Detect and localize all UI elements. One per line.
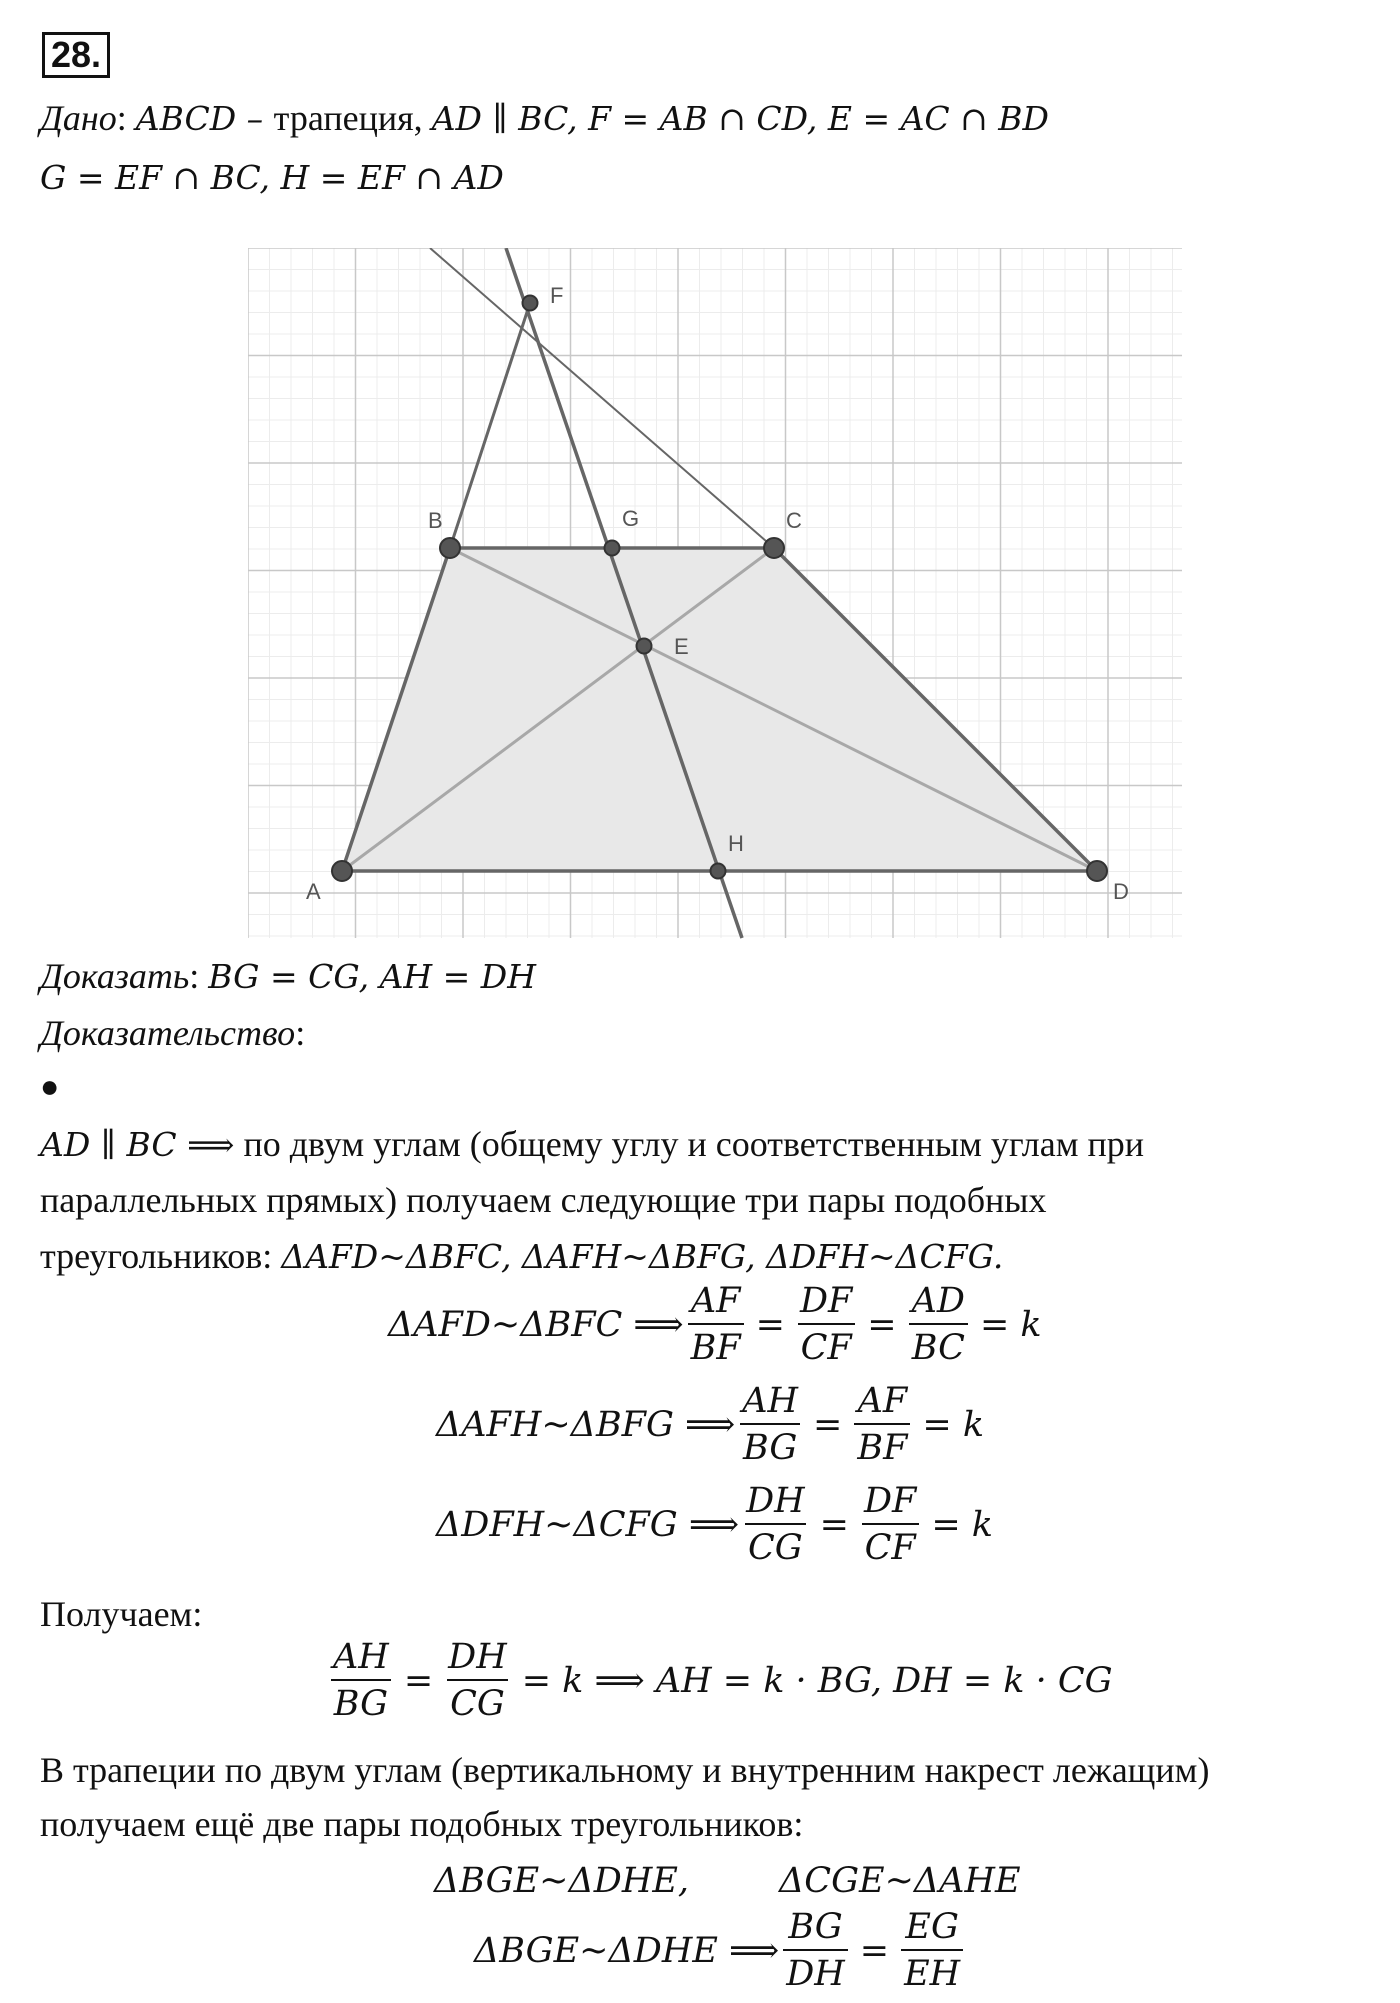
point-c: [764, 538, 784, 558]
eq1-f3-den: BC: [909, 1323, 968, 1366]
para1-line2: параллельных прямых) получаем следующие три пары подобных: [40, 1180, 1047, 1220]
label-point-h: H: [728, 831, 744, 856]
eq4-f2-den: CG: [447, 1679, 508, 1722]
label-point-e: E: [674, 634, 689, 659]
eq3-f1-num: DH: [746, 1481, 805, 1521]
point-a: [332, 861, 352, 881]
eq2-f1-den: BG: [740, 1423, 800, 1466]
given-trapezoid: ABCD –: [135, 99, 274, 138]
eq3-rhs: = k: [931, 1504, 994, 1545]
point-h: [711, 864, 726, 879]
problem-number: 28.: [42, 32, 110, 78]
eq4-frac1: [330, 1637, 392, 1724]
eq1-frac1: [688, 1281, 744, 1368]
eq2-rhs: = k: [922, 1404, 985, 1445]
eq6-frac2: [901, 1907, 963, 1994]
eq4-f1-num: AH: [333, 1637, 389, 1677]
label-point-f: F: [550, 283, 564, 308]
given-word: трапеция,: [273, 98, 423, 138]
equation-2: ΔAFH~ΔBFG ⟹ $\frac{AH}{BG}$ = $\frac{AF}{BF}$ = k: [436, 1381, 985, 1468]
given-label: Дано: [40, 98, 117, 138]
eq3-f1-den: CG: [745, 1523, 806, 1566]
given-line-1: Дано: ABCD – трапеция, AD ∥ BC, F = AB ∩ CD, E = AC ∩ BD: [40, 98, 1050, 138]
eq1-f1-num: AF: [690, 1281, 741, 1321]
trapezoid-fill: [342, 548, 1097, 871]
eq6-f2-den: EH: [901, 1949, 963, 1992]
bullet: ●: [40, 1068, 60, 1104]
equation-3: ΔDFH~ΔCFG ⟹ $\frac{DH}{CG}$ = $\frac{DF}{CF}$ = k: [436, 1481, 994, 1568]
eq2-f2-num: AF: [857, 1381, 908, 1421]
para1-text1: по двум углам (общему углу и соответственным углам при: [234, 1124, 1145, 1164]
equation-4: $\frac{AH}{BG}$ = $\frac{DH}{CG}$ = k ⟹ AH = k · BG, DH = k · CG: [326, 1640, 1113, 1722]
eq1-lhs: ΔAFD~ΔBFC ⟹: [388, 1304, 684, 1345]
eq2-f2-den: BF: [854, 1423, 910, 1466]
point-b: [440, 538, 460, 558]
obtain-label: Получаем:: [40, 1594, 203, 1634]
eq6-f1-den: DH: [783, 1949, 848, 1992]
eq1-rhs: = k: [979, 1304, 1042, 1345]
eq6-f2-num: EG: [905, 1907, 959, 1947]
label-point-g: G: [622, 506, 640, 531]
eq1-frac2: [797, 1281, 855, 1368]
eq2-lhs: ΔAFH~ΔBFG ⟹: [436, 1404, 736, 1445]
eq2-frac1: [739, 1381, 801, 1468]
para1-triangles: ΔAFD~ΔBFC, ΔAFH~ΔBFG, ΔDFH~ΔCFG.: [281, 1237, 1004, 1276]
trapezoid-figure: [248, 248, 1182, 948]
eq3-lhs: ΔDFH~ΔCFG ⟹: [436, 1504, 740, 1545]
given-intersections: G = EF ∩ BC, H = EF ∩ AD: [40, 158, 504, 197]
figure-shapes: [342, 248, 1097, 938]
equation-1: ΔAFD~ΔBFC ⟹ $\frac{AF}{BF}$ = $\frac{DF}{CF}$ = $\frac{AD}{BC}$ = k: [388, 1281, 1042, 1368]
eq2-f1-num: AH: [742, 1381, 799, 1421]
eq1-f2-den: CF: [798, 1323, 855, 1366]
para2-line2: получаем ещё две пары подобных треугольников:: [40, 1804, 804, 1844]
prove-statement: BG = CG, AH = DH: [208, 957, 537, 996]
point-d: [1087, 861, 1107, 881]
eq4-f1-den: BG: [331, 1679, 391, 1722]
eq5-left: ΔBGE~ΔDHE,: [434, 1861, 690, 1901]
para2-line1: В трапеции по двум углам (вертикальному и внутренним накрест лежащим): [40, 1750, 1210, 1790]
point-f: [523, 296, 538, 311]
eq5-right: ΔCGE~ΔAHE: [779, 1861, 1021, 1901]
eq4-f2-num: DH: [448, 1637, 507, 1677]
given-line-2: [40, 158, 504, 197]
para1-math: AD ∥ BC ⟹: [40, 1125, 235, 1164]
label-point-a: A: [306, 879, 321, 904]
eq1-f1-den: BF: [688, 1323, 744, 1366]
para1-text3: треугольников:: [40, 1236, 282, 1276]
prove-label: Доказать: [40, 956, 190, 996]
eq3-f2-den: CF: [862, 1523, 919, 1566]
eq6-f1-num: BG: [788, 1907, 843, 1947]
eq2-frac2: [854, 1381, 910, 1468]
eq6-frac1: [783, 1907, 848, 1994]
line-bf: [450, 303, 530, 548]
label-point-d: D: [1113, 879, 1129, 904]
proof-label: Доказательство: [40, 1013, 296, 1053]
proof-line: Доказательство:: [40, 1013, 306, 1053]
given-conditions: AD ∥ BC, F = AB ∩ CD, E = AC ∩ BD: [431, 99, 1050, 138]
equation-5: [434, 1861, 1021, 1901]
point-e: [637, 639, 652, 654]
equation-6: ΔBGE~ΔDHE ⟹ $\frac{BG}{DH}$ = $\frac{EG}{EH}$: [474, 1910, 967, 1992]
point-g: [605, 541, 620, 556]
eq3-frac2: [861, 1481, 919, 1568]
eq4-rhs: = k ⟹ AH = k · BG, DH = k · CG: [521, 1660, 1113, 1701]
eq3-f2-num: DF: [864, 1481, 917, 1521]
para1-line3: [40, 1238, 1003, 1274]
label-point-b: B: [428, 508, 443, 533]
para1-line1: [40, 1126, 1144, 1162]
eq3-frac1: [743, 1481, 808, 1568]
eq1-frac3: [909, 1281, 968, 1368]
eq4-frac2: [445, 1637, 510, 1724]
eq6-lhs: ΔBGE~ΔDHE ⟹: [474, 1930, 780, 1971]
eq1-f2-num: DF: [799, 1281, 853, 1321]
prove-line: Доказать: BG = CG, AH = DH: [40, 956, 537, 996]
label-point-c: C: [786, 508, 802, 533]
eq1-f3-num: AD: [911, 1281, 965, 1321]
